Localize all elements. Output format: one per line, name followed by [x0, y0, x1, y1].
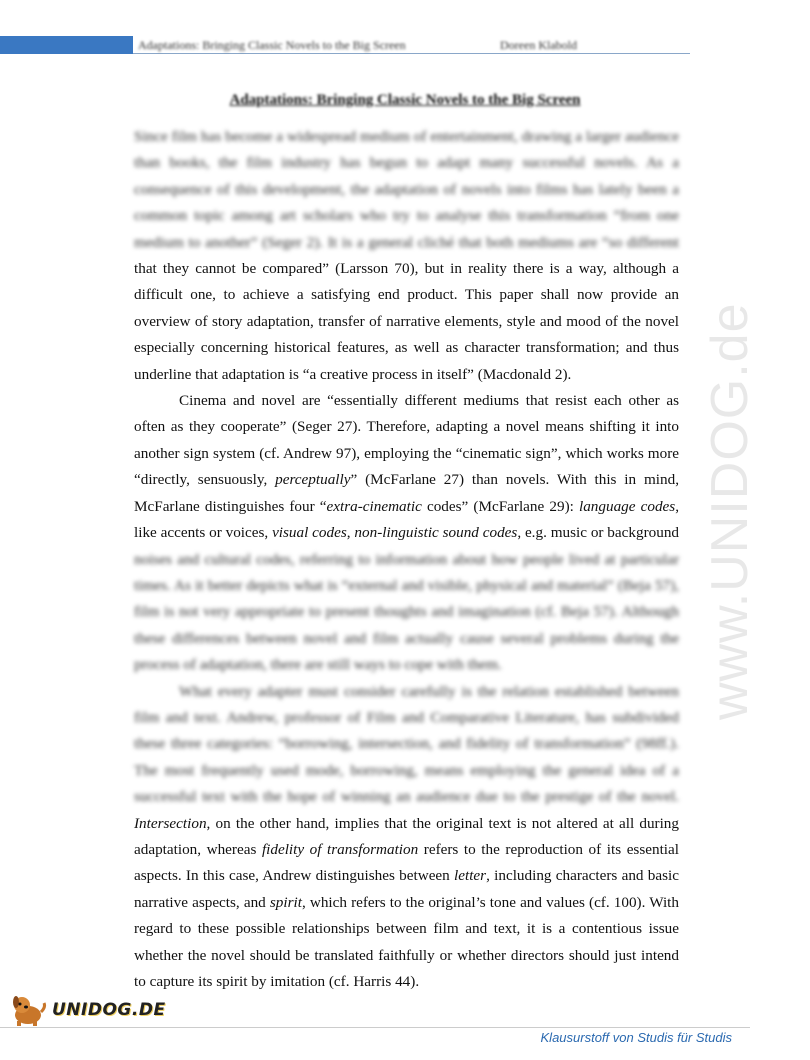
paragraph-text: , e.g. music or background [517, 524, 680, 542]
unidog-logo[interactable] [8, 990, 166, 1030]
blurred-text: medium to another” (Seger 2). It is a general cliché that both mediums are “so different [134, 233, 679, 251]
blurred-text: noises and cultural codes, referring to information about how people lived at particular times. As it better depicts what is “external and visible, physical and material” (Beja 57), film is not very appropriate to present thoughts and imagination (cf. Beja 57). Although these differences between novel and film actually cause several problems during the process of adaptation, there are still ways to cope with them. [134, 550, 679, 674]
header-bar [0, 36, 133, 54]
document-title: Adaptations: Bringing Classic Novels to the Big Screen [229, 92, 581, 108]
paragraph-text: Cinema and novel are “essentially different mediums that resist each other as often as they cooperate” (Seger 27). Therefore, adapting a novel means shifting it into another sign system (cf. Andrew 97), employing the “cinematic sign”, which works more “directly, sensuously, [134, 392, 679, 489]
paragraph-text: ” (McFarlane 27) than novels. With this in mind, McFarlane distinguishes four “ [134, 471, 679, 515]
emphasis: spirit [269, 893, 302, 911]
paragraph-text: that they cannot be compared” (Larsson 70), but in reality there is a way, although a difficult one, to achieve a satisfying end product. This paper shall now provide an overview of story adaptation, transfer of narrative elements, style and mood of the novel especially concerning historical features, as well as character transformation; and thus underline that adaptation is “a creative process in itself” (Macdonald 2). [134, 260, 679, 383]
document-body [134, 124, 679, 995]
blurred-text: Since film has become a widespread medium of entertainment, drawing a larger audience [134, 128, 679, 145]
blurred-text: common topic among art scholars who try to analyse this transformation “from one [134, 207, 679, 225]
running-header-title: Adaptations: Bringing Classic Novels to the Big Screen [138, 38, 406, 52]
blurred-text: than books, the film industry has begun to adapt many successful novels. As a [134, 154, 679, 172]
blurred-text: What every adapter must consider carefully is the relation established between film and text. Andrew, professor of Film and Comparative Literature, has subdivided these three categories: “borrowing, intersection, and fidelity of transformation” (98ff.). The most frequently used mode, borrowing, means employing the general idea of a successful text with the hope of winning an audience due to the prestige of the novel. [134, 682, 679, 806]
emphasis: Intersection [134, 814, 207, 832]
emphasis: fidelity of transformation [261, 840, 419, 858]
paragraph-text: , including characters and basic narrative aspects, and [134, 867, 679, 911]
logo-text: UNIDOG.DE [52, 1000, 166, 1020]
paragraph-text: refers to the reproduction of its essential aspects. In this case, Andrew distinguishes between [134, 840, 679, 885]
emphasis: letter [454, 867, 487, 885]
footer-tagline: Klausurstoff von Studis für Studis [540, 1030, 732, 1045]
running-header-author: Doreen Klabold [500, 38, 577, 52]
paragraph-3 [134, 679, 679, 996]
emphasis: extra-cinematic [326, 497, 422, 515]
paragraph-text: codes” (McFarlane 29): [421, 497, 579, 515]
paragraph-text: , like accents or voices, [134, 497, 679, 542]
paragraph-text: , which refers to the original’s tone and values (cf. 100). With regard to these possible relationships between film and text, it is a contentious issue whether the novel should be translated faithfully or whether directors should just intend to capture its spirit by imitation (cf. Harris 44). [134, 893, 679, 990]
dog-icon [8, 993, 48, 1027]
paragraph-text: , on the other hand, implies that the original text is not altered at all during adaptation, whereas [134, 814, 679, 858]
emphasis: visual codes [272, 524, 347, 542]
emphasis: language codes [578, 497, 676, 515]
emphasis: non-linguistic sound codes [354, 524, 518, 542]
paragraph-1 [134, 124, 679, 388]
emphasis: perceptually [275, 471, 351, 489]
header-line [133, 53, 690, 54]
paragraph-2 [134, 388, 679, 678]
paragraph-text: , [346, 524, 355, 542]
blurred-text: consequence of this development, the adaptation of novels into films has lately been a [134, 180, 679, 198]
watermark: www.UNIDOG.de [701, 302, 759, 720]
